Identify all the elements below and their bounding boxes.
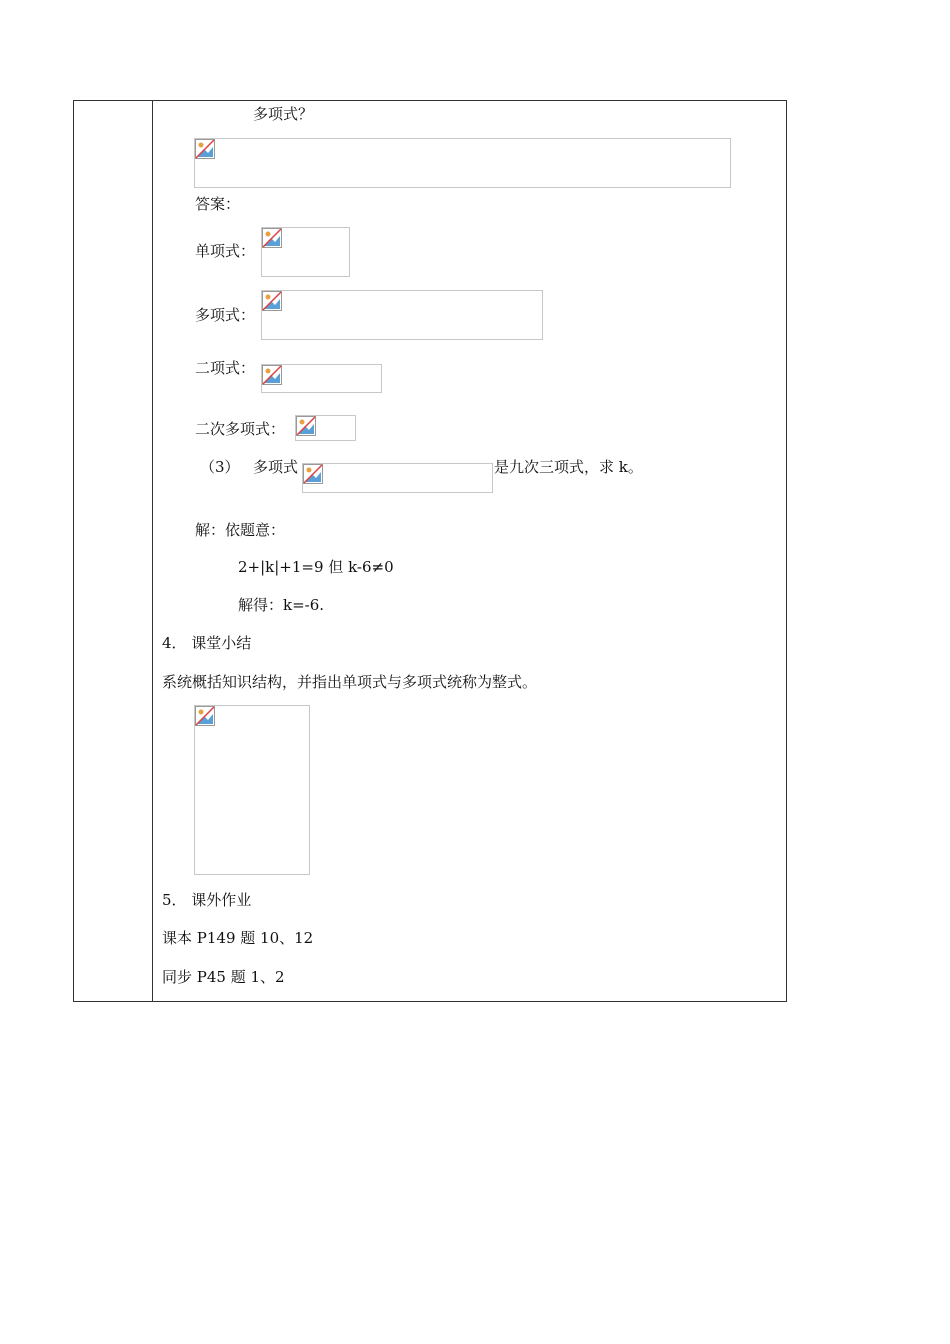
broken-image-icon — [262, 291, 282, 311]
formula-image-question-3 — [302, 463, 493, 493]
formula-image-monomial — [261, 227, 350, 277]
quadratic-polynomial-label: 二次多项式： — [195, 420, 286, 438]
knowledge-structure-image — [194, 705, 310, 875]
question-3-number: （3） — [200, 458, 240, 476]
homework-item-2: 同步 P45 题 1、2 — [162, 968, 285, 986]
broken-image-icon — [262, 228, 282, 248]
homework-item-1: 课本 P149 题 10、12 — [162, 929, 314, 947]
formula-image-binomial — [261, 364, 382, 393]
broken-image-icon — [262, 365, 282, 385]
broken-image-icon — [296, 416, 316, 436]
equation-2: 解得：k=-6. — [238, 596, 325, 614]
question-3-prefix: 多项式 — [253, 458, 299, 476]
section-4-text: 系统概括知识结构，并指出单项式与多项式统称为整式。 — [162, 673, 538, 691]
binomial-label: 二项式： — [195, 359, 256, 377]
formula-image-list — [194, 138, 731, 188]
formula-image-quadratic — [295, 415, 356, 441]
equation-1: 2+|k|+1=9 但 k-6≠0 — [238, 558, 394, 576]
section-4-title: 4． 课堂小结 — [162, 634, 252, 652]
question-3-suffix: 是九次三项式，求 k。 — [494, 458, 643, 476]
broken-image-icon — [303, 464, 323, 484]
table-column-divider — [152, 100, 153, 1002]
section-5-title: 5． 课外作业 — [162, 891, 252, 909]
broken-image-icon — [195, 706, 215, 726]
solution-label: 解：依题意： — [195, 521, 286, 539]
broken-image-icon — [195, 139, 215, 159]
monomial-label: 单项式： — [195, 242, 256, 260]
formula-image-polynomial — [261, 290, 543, 340]
question-2-tail: 多项式？ — [253, 105, 314, 123]
answer-label: 答案： — [195, 195, 241, 213]
polynomial-label: 多项式： — [195, 306, 256, 324]
lesson-table — [73, 100, 787, 1002]
